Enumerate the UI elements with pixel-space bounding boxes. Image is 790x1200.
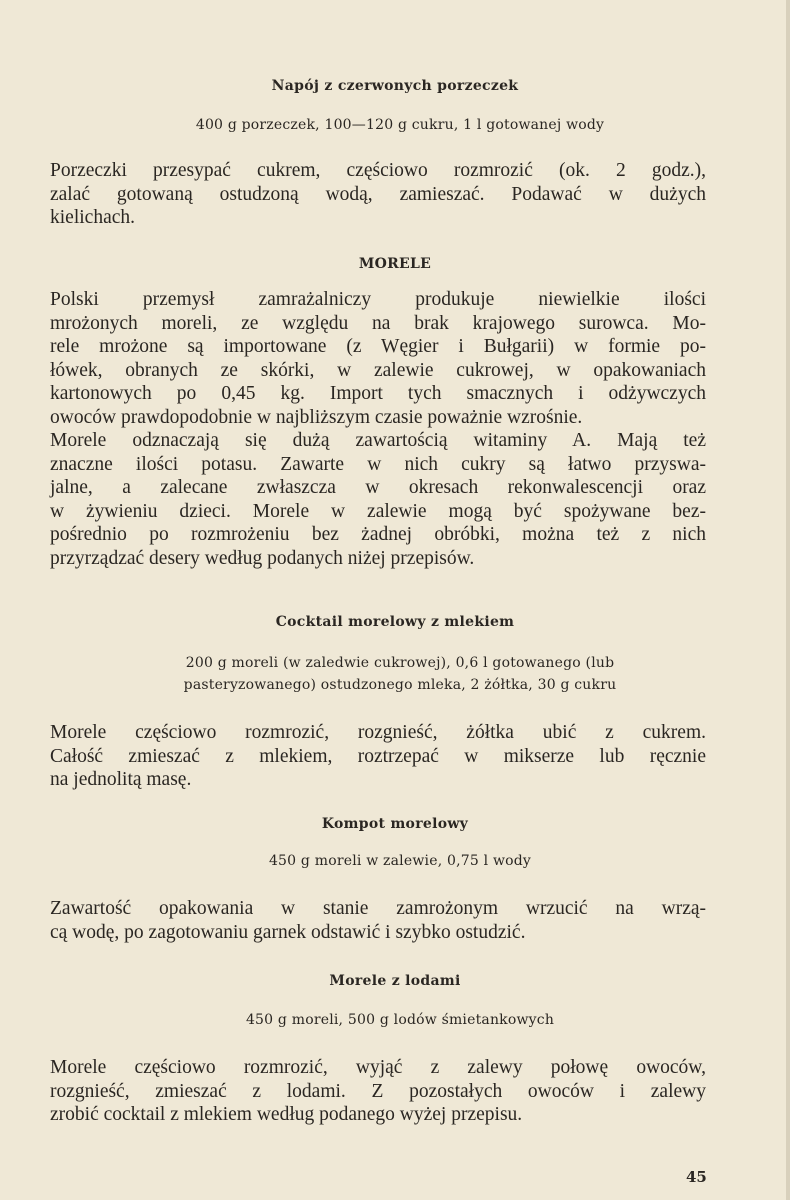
text-line: cą wodę, po zagotowaniu garnek odstawić i szybko ostudzić. [50, 921, 526, 943]
text-line: na jednolitą masę. [50, 769, 192, 790]
page-edge [786, 0, 790, 1200]
text-line: przyrządzać desery według podanych niżej przepisów. [50, 547, 475, 569]
drink-recipe-text [50, 159, 706, 230]
lody-recipe-text [50, 1056, 706, 1127]
text-line: owoców prawdopodobnie w najbliższym czasie poważnie wzrośnie. [50, 406, 583, 428]
text-line: kielichach. [50, 207, 135, 228]
ingredients-line: 200 g moreli (w zaledwie cukrowej), 0,6 l gotowanego (lub [185, 655, 615, 671]
drink-recipe-ingredients: 400 g porzeczek, 100—120 g cukru, 1 l gotowanej wody [195, 117, 605, 133]
text-line: Polski przemysł zamrażalniczy produkuje niewielkie ilości [50, 289, 706, 310]
lody-recipe-ingredients: 450 g moreli, 500 g lodów śmietankowych [245, 1012, 555, 1028]
cocktail-recipe-ingredients [60, 652, 740, 696]
text-line: rozgnieść, zmieszać z lodami. Z pozostałych owoców i zalewy [50, 1080, 706, 1102]
text-line: kartonowych po 0,45 kg. Import tych smacznych i odżywczych [50, 383, 706, 404]
text-line: zalać gotowaną ostudzoną wodą, zamieszać. Podawać w dużych [50, 183, 706, 205]
kompot-recipe-text [50, 897, 706, 944]
lody-recipe-title: Morele z lodami [329, 973, 461, 989]
text-line: Zawartość opakowania w stanie zamrożonym wrzucić na wrzą- [50, 898, 706, 919]
text-line: Całość zmieszać z mlekiem, roztrzepać w mikserze lub ręcznie [50, 745, 706, 767]
cocktail-recipe-text [50, 721, 706, 792]
text-line: mrożonych moreli, ze względu na brak krajowego surowca. Mo- [50, 312, 706, 334]
kompot-recipe-title: Kompot morelowy [321, 816, 469, 832]
text-line: Porzeczki przesypać cukrem, częściowo rozmrozić (ok. 2 godz.), [50, 160, 706, 181]
text-line: Morele częściowo rozmrozić, wyjąć z zalewy połowę owoców, [50, 1057, 706, 1078]
text-line: rele mrożone są importowane (z Węgier i Bułgarii) w formie po- [50, 336, 706, 357]
morele-intro-text [50, 288, 706, 570]
ingredients-line: pasteryzowanego) ostudzonego mleka, 2 żółtka, 30 g cukru [183, 677, 617, 693]
text-line: zrobić cocktail z mlekiem według podanego wyżej przepisu. [50, 1104, 523, 1125]
text-line: łówek, obranych ze skórki, w zalewie cukrowej, w opakowaniach [50, 359, 706, 381]
text-line: Morele odznaczają się dużą zawartością witaminy A. Mają też [50, 430, 706, 451]
text-line: jalne, a zalecane zwłaszcza w okresach rekonwalescencji oraz [50, 477, 706, 498]
kompot-recipe-ingredients: 450 g moreli w zalewie, 0,75 l wody [268, 853, 532, 869]
drink-recipe-title: Napój z czerwonych porzeczek [271, 78, 519, 94]
text-line: znaczne ilości potasu. Zawarte w nich cukry są łatwo przyswa- [50, 453, 706, 475]
text-line: w żywieniu dzieci. Morele w zalewie mogą być spożywane bez- [50, 500, 706, 522]
page-number: 45 [686, 1168, 707, 1186]
cocktail-recipe-title: Cocktail morelowy z mlekiem [275, 614, 515, 630]
text-line: Morele częściowo rozmrozić, rozgnieść, żółtka ubić z cukrem. [50, 722, 706, 743]
section-heading-morele: MORELE [358, 256, 432, 272]
text-line: pośrednio po rozmrożeniu bez żadnej obróbki, można też z nich [50, 524, 706, 545]
